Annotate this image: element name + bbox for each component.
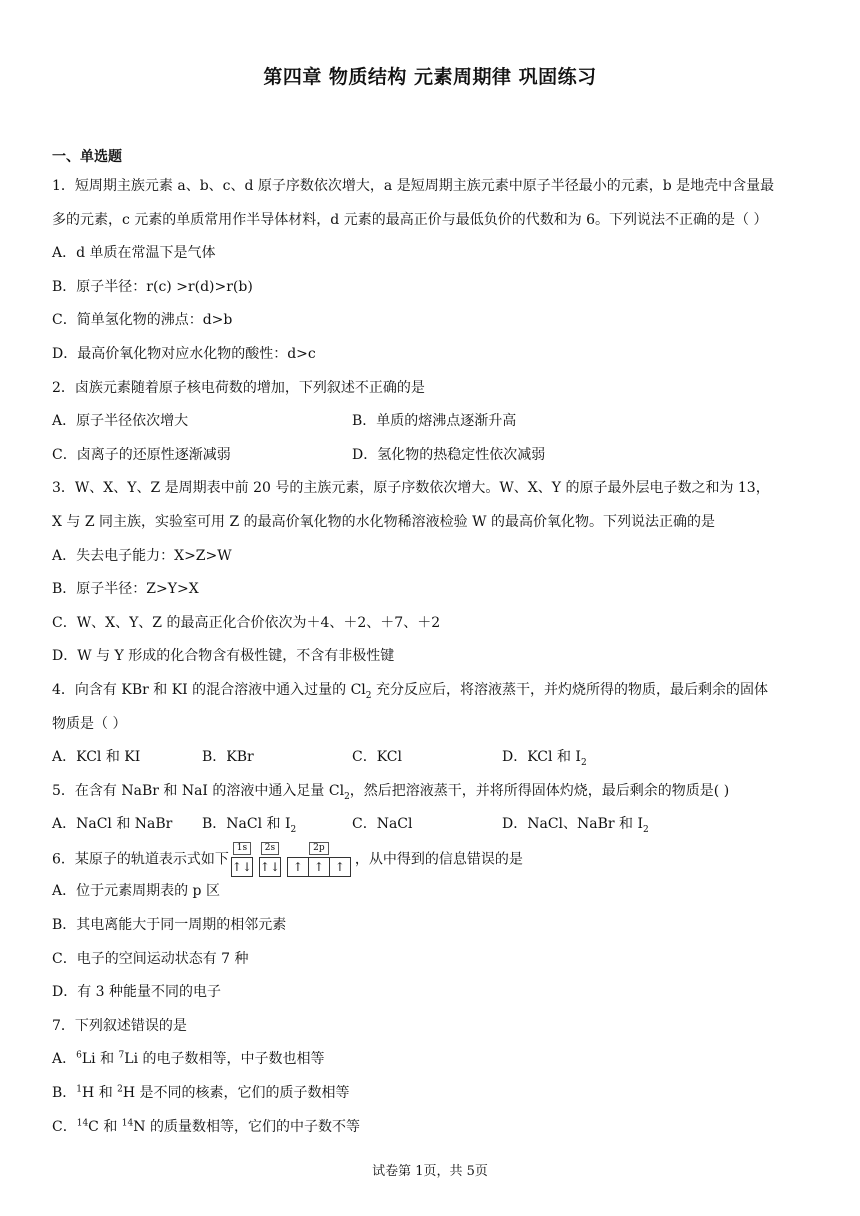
- orbital-box: ↑↓: [259, 857, 281, 877]
- q3-option-a: A．失去电子能力：X>Z>W: [52, 547, 232, 564]
- q3-option-b: B．原子半径：Z>Y>X: [52, 581, 199, 598]
- q4-option-c: C．KCl: [352, 749, 402, 766]
- orbital-2p: [287, 842, 351, 877]
- q2-stem: 2．卤族元素随着原子核电荷数的增加，下列叙述不正确的是: [52, 379, 425, 396]
- q2-option-b: B．单质的熔沸点逐渐升高: [352, 413, 517, 430]
- q4-stem-line2: 物质是（ ）: [52, 715, 127, 732]
- q5-stem: 5．在含有 NaBr 和 NaI 的溶液中通入足量 $Cl_2$，然后把溶液蒸干，并将所得固体灼烧，最后剩余的物质是( ): [52, 782, 730, 802]
- q4-option-a: A．KCl 和 KI: [52, 749, 141, 766]
- page-footer: 试卷第 1页，共 5页: [372, 1164, 488, 1179]
- q5-option-d: D．NaCl、NaBr 和 $I_2$: [502, 816, 649, 836]
- orbital-2s: [259, 842, 281, 877]
- orbital-1s: [231, 842, 253, 877]
- q6-stem: 6．某原子的轨道表示式如下 1s ↑↓ 2s ↑↓ 2p ↑ ↑ ↑ ，从中得到的信息错误的是: [52, 842, 812, 876]
- q2-options-row1: [52, 405, 812, 439]
- q3-option-c: C．W、X、Y、Z 的最高正化合价依次为＋4、＋2、＋7、＋2: [52, 614, 441, 631]
- orbital-label: 1s: [233, 842, 251, 855]
- q1-option-c: C．简单氢化物的沸点：d>b: [52, 312, 233, 329]
- q6-option-b: B．其电离能大于同一周期的相邻元素: [52, 917, 287, 934]
- q6-option-a: A．位于元素周期表的 p 区: [52, 883, 220, 900]
- q1-option-d: D．最高价氧化物对应水化物的酸性：d>c: [52, 345, 316, 362]
- q4-options: [52, 741, 812, 775]
- q1-option-b: B．原子半径：r(c) >r(d)>r(b): [52, 278, 253, 295]
- orbital-box: ↑↓: [231, 857, 253, 877]
- q4-option-b: B．KBr: [202, 749, 254, 766]
- orbital-label: 2s: [261, 842, 279, 855]
- q3-stem-line2: X 与 Z 同主族，实验室可用 Z 的最高价氧化物的水化物稀溶液检验 W 的最高价氧化物。下列说法正确的是: [52, 513, 715, 530]
- orbital-box: ↑: [287, 857, 309, 877]
- q6-option-d: D．有 3 种能量不同的电子: [52, 984, 222, 1001]
- orbital-box: ↑: [308, 857, 330, 877]
- q1-option-a: A．d 单质在常温下是气体: [52, 245, 216, 262]
- q4-option-d: D．KCl 和 $I_2$: [502, 749, 587, 768]
- q4-stem-line1: 4．向含有 KBr 和 KI 的混合溶液中通入过量的 $Cl_2$ 充分反应后，将溶液蒸干，并灼烧所得的物质，最后剩余的固体: [52, 681, 768, 701]
- orbital-label: 2p: [309, 842, 329, 855]
- q5-option-b: B．NaCl 和 $I_2$: [202, 816, 297, 836]
- q7-stem: 7．下列叙述错误的是: [52, 1017, 187, 1034]
- q2-option-d: D．氢化物的热稳定性依次减弱: [352, 446, 546, 463]
- orbital-diagram: [231, 842, 351, 877]
- orbital-box: ↑: [329, 857, 351, 877]
- q2-option-a: A．原子半径依次增大: [52, 413, 189, 430]
- q5-options: [52, 808, 812, 842]
- q7-option-c: C．$^{14}$C 和 $^{14}$N 的质量数相等，它们的中子数不等: [52, 1117, 360, 1135]
- q1-stem-line1: 1．短周期主族元素 a、b、c、d 原子序数依次增大，a 是短周期主族元素中原子半径最小的元素，b 是地壳中含量最: [52, 178, 775, 194]
- q5-option-c: C．NaCl: [352, 816, 413, 833]
- section-heading: 一、单选题: [52, 149, 122, 165]
- q2-option-c: C．卤离子的还原性逐渐减弱: [52, 446, 231, 463]
- q3-stem-line1: 3．W、X、Y、Z 是周期表中前 20 号的主族元素，原子序数依次增大。W、X、Y 的原子最外层电子数之和为 13，: [52, 480, 770, 497]
- q3-option-d: D．W 与 Y 形成的化合物含有极性键，不含有非极性键: [52, 648, 395, 665]
- q5-option-a: A．NaCl 和 NaBr: [52, 816, 173, 833]
- q1-stem-line2: 多的元素，c 元素的单质常用作半导体材料，d 元素的最高正价与最低负价的代数和为 6。下列说法不正确的是（ ）: [52, 211, 768, 228]
- q2-options-row2: [52, 439, 812, 473]
- q7-option-b: B．$^1$H 和 $^2$H 是不同的核素，它们的质子数相等: [52, 1084, 350, 1102]
- question-list: [52, 170, 812, 1144]
- page-title: 第四章 物质结构 元素周期律 巩固练习: [263, 66, 597, 88]
- q6-option-c: C．电子的空间运动状态有 7 种: [52, 950, 249, 967]
- q7-option-a: A．$^6$Li 和 $^7$Li 的电子数相等，中子数也相等: [52, 1050, 325, 1068]
